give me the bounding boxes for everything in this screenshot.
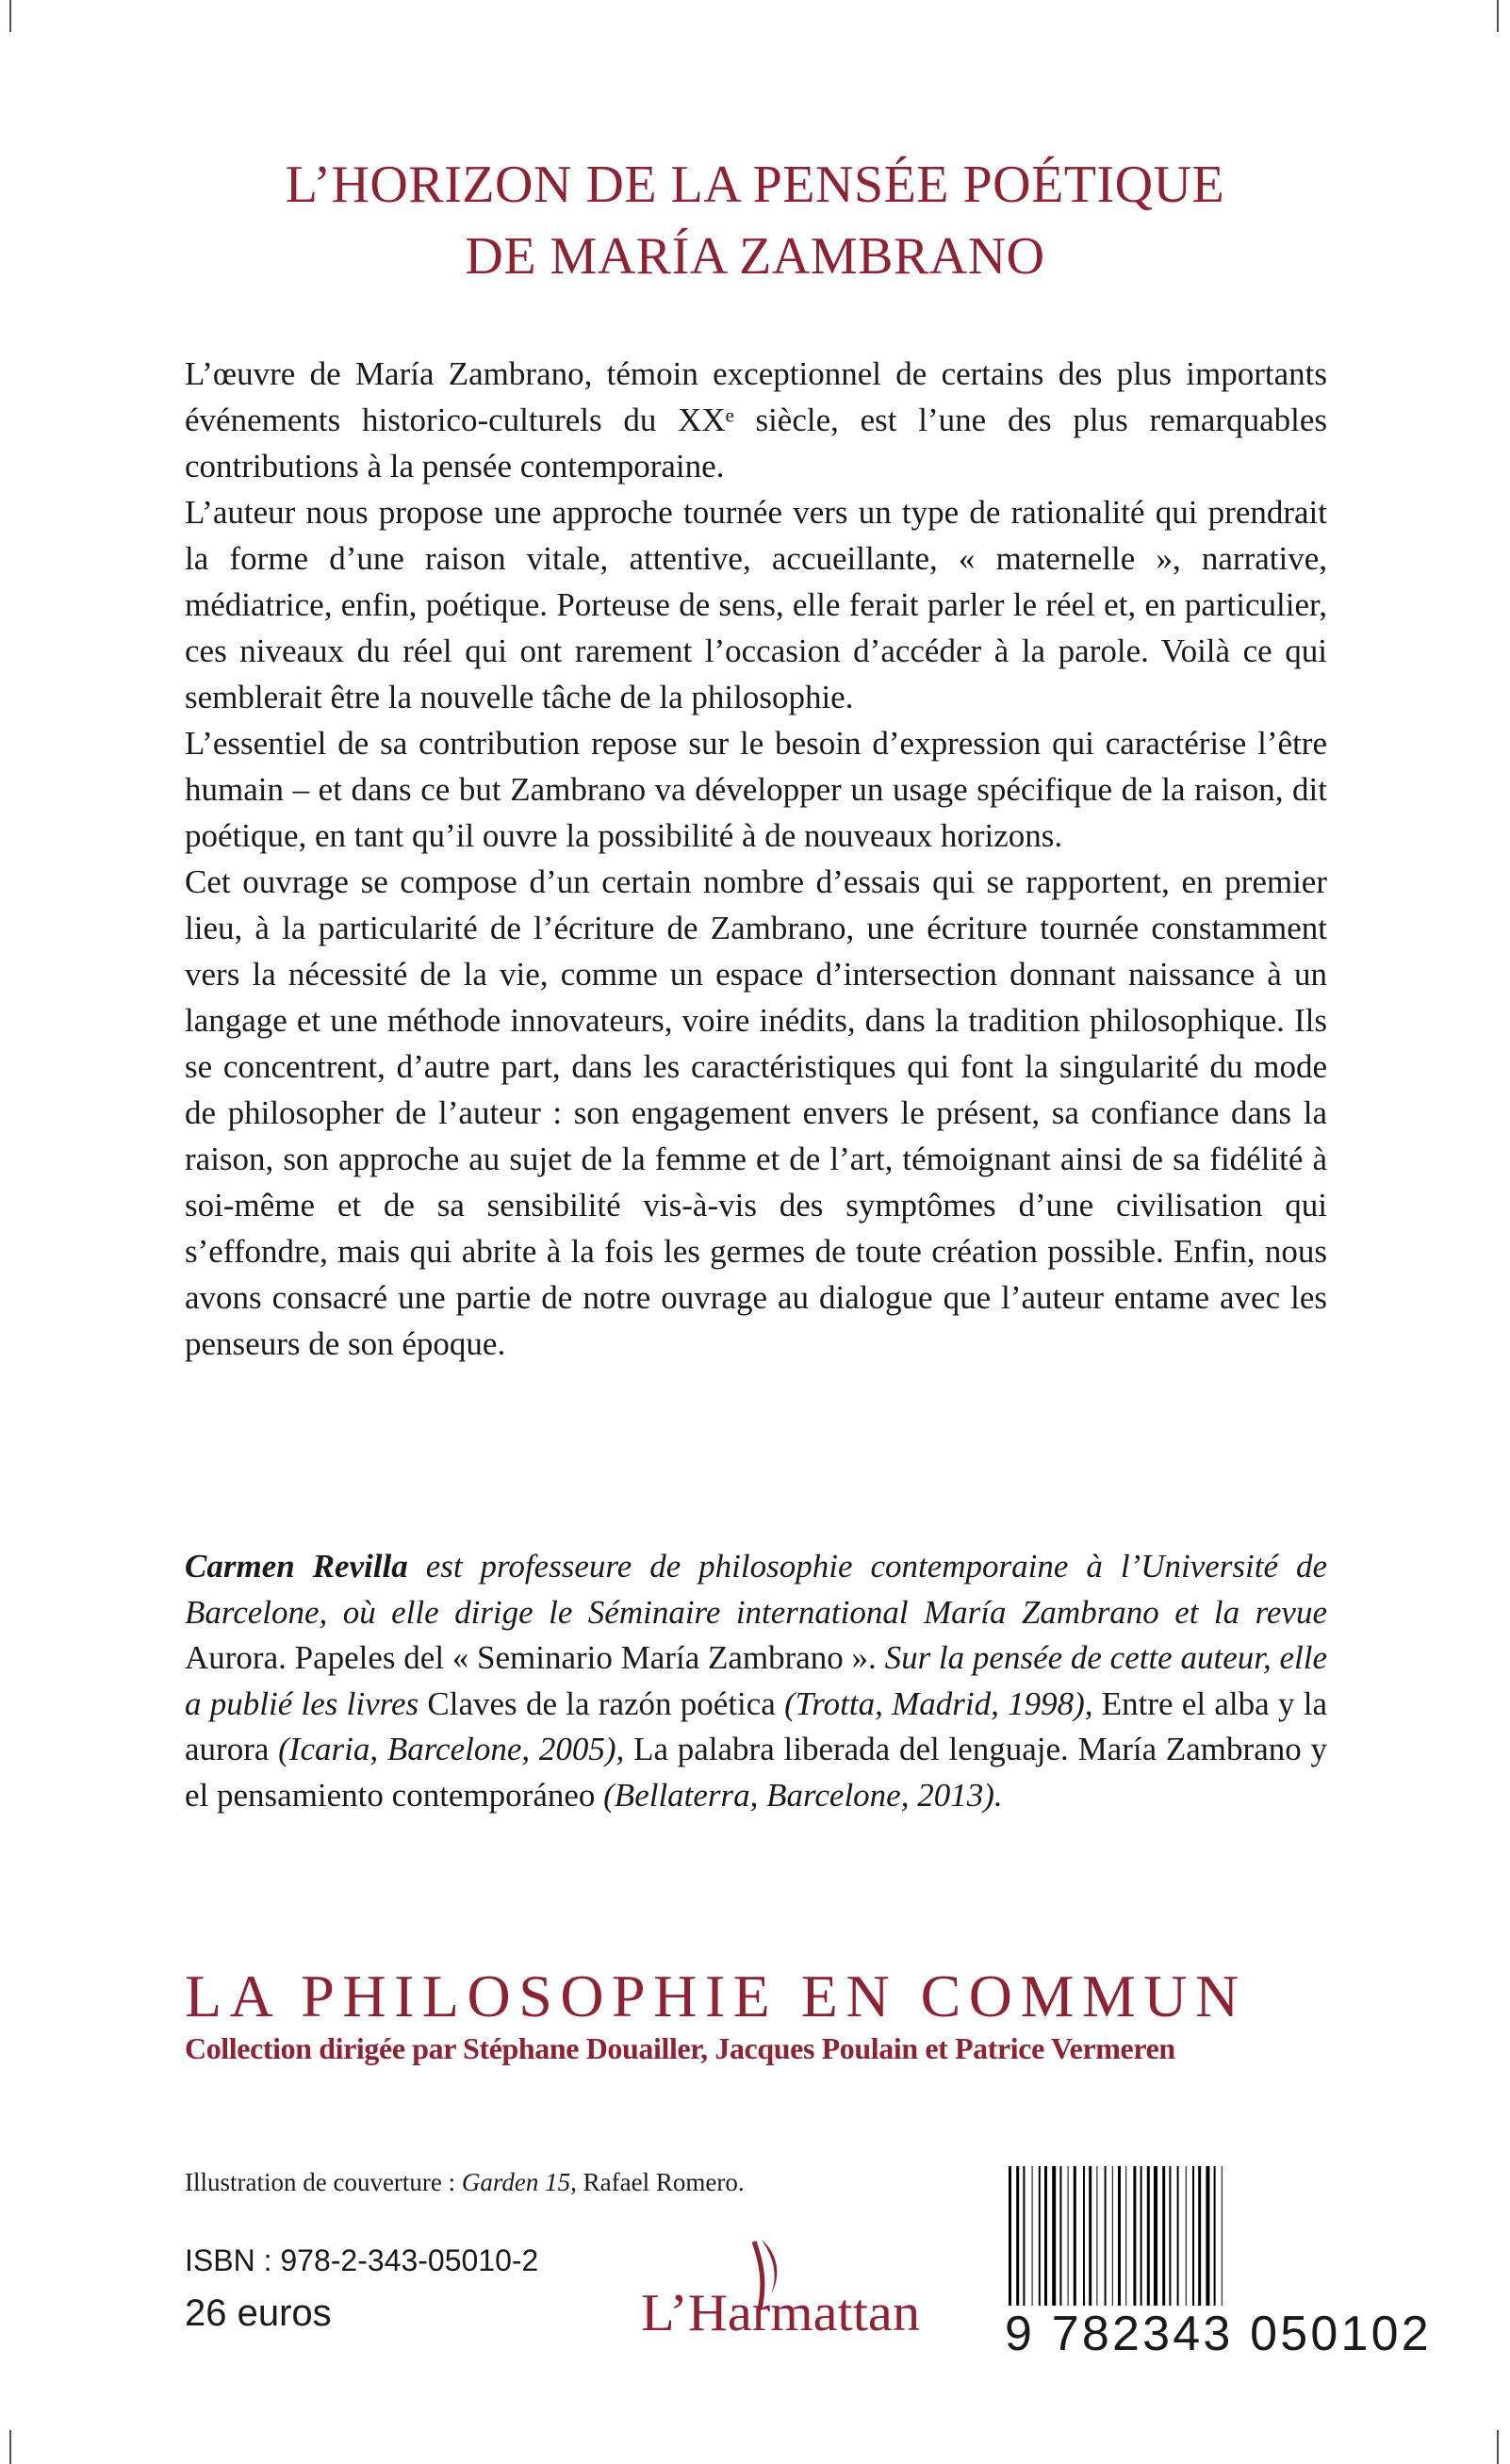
summary-paragraph-4: Cet ouvrage se compose d’un certain nombre d’essais qui se rapportent, en premier lieu, à la particularité de l’écriture de Zambrano, une écriture tournée constamment vers la nécessité de la vie, comme un espace d’intersection donnant naissance à un langage et une méthode innovateurs, voire inédits, dans la tradition philosophique. Ils se concentrent, d’autre part, dans les caractéristiques qui font la singularité du mode de philosopher de l’auteur : son engagement envers le présent, sa confiance dans la raison, son approche au sujet de la femme et de l’art, témoignant ainsi de sa fidélité à soi-même et de sa sensibilité vis-à-vis des symptômes d’une civilisation qui s’effondre, mais qui abrite à la fois les germes de toute création possible. Enfin, nous avons consacré une partie de notre ouvrage au dialogue que l’auteur entame avec les penseurs de son époque.: [185, 863, 1327, 1362]
barcode-digits: 9 782343 050102: [1005, 2307, 1432, 2361]
crop-mark-bottom-right: [1497, 2430, 1499, 2464]
barcode-bar: [1032, 2166, 1033, 2326]
harmattan-logo-icon: [641, 2236, 924, 2341]
barcode-bar: [1214, 2166, 1216, 2326]
barcode-bar: [1105, 2166, 1107, 2326]
credit-artist: , Rafael Romero.: [570, 2168, 745, 2196]
price: 26 euros: [185, 2292, 332, 2334]
publisher-name: L’Harmattan: [641, 2284, 920, 2341]
barcode-bar: [1162, 2166, 1165, 2326]
crop-mark-top-left: [9, 0, 11, 32]
author-name: Carmen Revilla: [185, 1548, 408, 1585]
book-title-line-2: DE MARÍA ZAMBRANO: [465, 227, 1045, 286]
bio-book-1-publisher: (Trotta, Madrid, 1998),: [775, 1684, 1093, 1722]
crop-mark-top-right: [1497, 0, 1499, 32]
publisher-logo: [641, 2236, 924, 2341]
bio-book-2-publisher: (Icaria, Barcelone, 2005),: [278, 1731, 625, 1767]
credit-work-title: Garden 15: [461, 2168, 571, 2196]
bio-journal-title: Aurora. Papeles del « Seminario María Zambrano ».: [185, 1639, 877, 1676]
bio-book-3: La palabra liberada del lenguaje. María Zambrano y el pensamiento contemporáneo: [185, 1731, 1327, 1814]
barcode-bar: [1141, 2166, 1142, 2326]
barcode-bar: [1186, 2166, 1187, 2326]
barcode-bar: [1206, 2166, 1209, 2326]
barcode-bar: [1192, 2166, 1194, 2326]
bio-book-1: Claves de la razón poética: [427, 1684, 776, 1722]
bio-text-2: Sur la pensée de cette auteur, elle a publié les livres: [185, 1639, 1327, 1722]
isbn-number: ISBN : 978-2-343-05010-2: [185, 2243, 539, 2277]
barcode-bar: [1044, 2166, 1047, 2326]
barcode-bar: [1074, 2166, 1076, 2326]
barcode-bar: [1169, 2166, 1171, 2326]
back-cover-summary: [185, 351, 1327, 1367]
barcode-bar: [1059, 2166, 1061, 2326]
barcode-bar: [1089, 2166, 1091, 2326]
credit-prefix: Illustration de couverture :: [185, 2168, 462, 2196]
book-title-line-1: L’HORIZON DE LA PENSÉE POÉTIQUE: [285, 156, 1225, 214]
bio-text-1: est professeure de philosophie contemporaine à l’Université de Barcelone, où elle dirige le Séminaire international María Zambrano et la revue: [185, 1548, 1327, 1631]
barcode-bar: [1016, 2166, 1019, 2326]
collection-editors: Collection dirigée par Stéphane Douailler, Jacques Poulain et Patrice Vermeren: [185, 2031, 1175, 2065]
barcode-bar: [1039, 2166, 1041, 2326]
cover-illustration-credit: [185, 2166, 745, 2198]
barcode-bar: [1083, 2166, 1085, 2326]
barcode-bar: [1052, 2166, 1056, 2326]
bio-book-2: Entre el alba y la aurora: [185, 1684, 1327, 1767]
barcode-bar: [1177, 2166, 1179, 2326]
barcode-bar: [1009, 2166, 1011, 2326]
barcode: [1005, 2166, 1432, 2368]
barcode-bar: [1068, 2166, 1069, 2326]
barcode-bar: [1118, 2166, 1121, 2326]
barcode-bars: [1005, 2166, 1346, 2326]
barcode-bar: [1147, 2166, 1150, 2326]
barcode-bar: [1154, 2166, 1157, 2326]
barcode-bar: [1125, 2166, 1126, 2326]
barcode-bar: [1112, 2166, 1113, 2326]
barcode-bar: [1133, 2166, 1136, 2326]
summary-paragraph-1: L’œuvre de María Zambrano, témoin exceptionnel de certains des plus importants événements historico-culturels du XXᵉ siècle, est l’une des plus remarquables contributions à la pensée contemporaine.: [185, 355, 1327, 485]
bio-book-3-publisher: (Bellaterra, Barcelone, 2013).: [603, 1776, 1003, 1814]
barcode-bar: [1096, 2166, 1097, 2326]
crop-mark-bottom-left: [9, 2430, 11, 2464]
summary-paragraph-3: L’essentiel de sa contribution repose sur le besoin d’expression qui caractérise l’être humain – et dans ce but Zambrano va développer un usage spécifique de la raison, dit poétique, en tant qu’il ouvre la possibilité à de nouveaux horizons.: [185, 725, 1327, 854]
barcode-bar: [1198, 2166, 1201, 2326]
author-bio: [185, 1544, 1327, 1818]
barcode-bar: [1222, 2166, 1223, 2326]
book-title: [0, 149, 1510, 292]
summary-paragraph-2: L’auteur nous propose une approche tournée vers un type de rationalité qui prendrait la forme d’une raison vitale, attentive, accueillante, « maternelle », narrative, médiatrice, enfin, poétique. Porteuse de sens, elle ferait parler le réel et, en particulier, ces niveaux du réel qui ont rarement l’occasion d’accéder à la parole. Voilà ce qui semblerait être la nouvelle tâche de la philosophie.: [185, 494, 1327, 715]
collection-title: LA PHILOSOPHIE EN COMMUN: [185, 1963, 1247, 2029]
barcode-bar: [1023, 2166, 1025, 2326]
